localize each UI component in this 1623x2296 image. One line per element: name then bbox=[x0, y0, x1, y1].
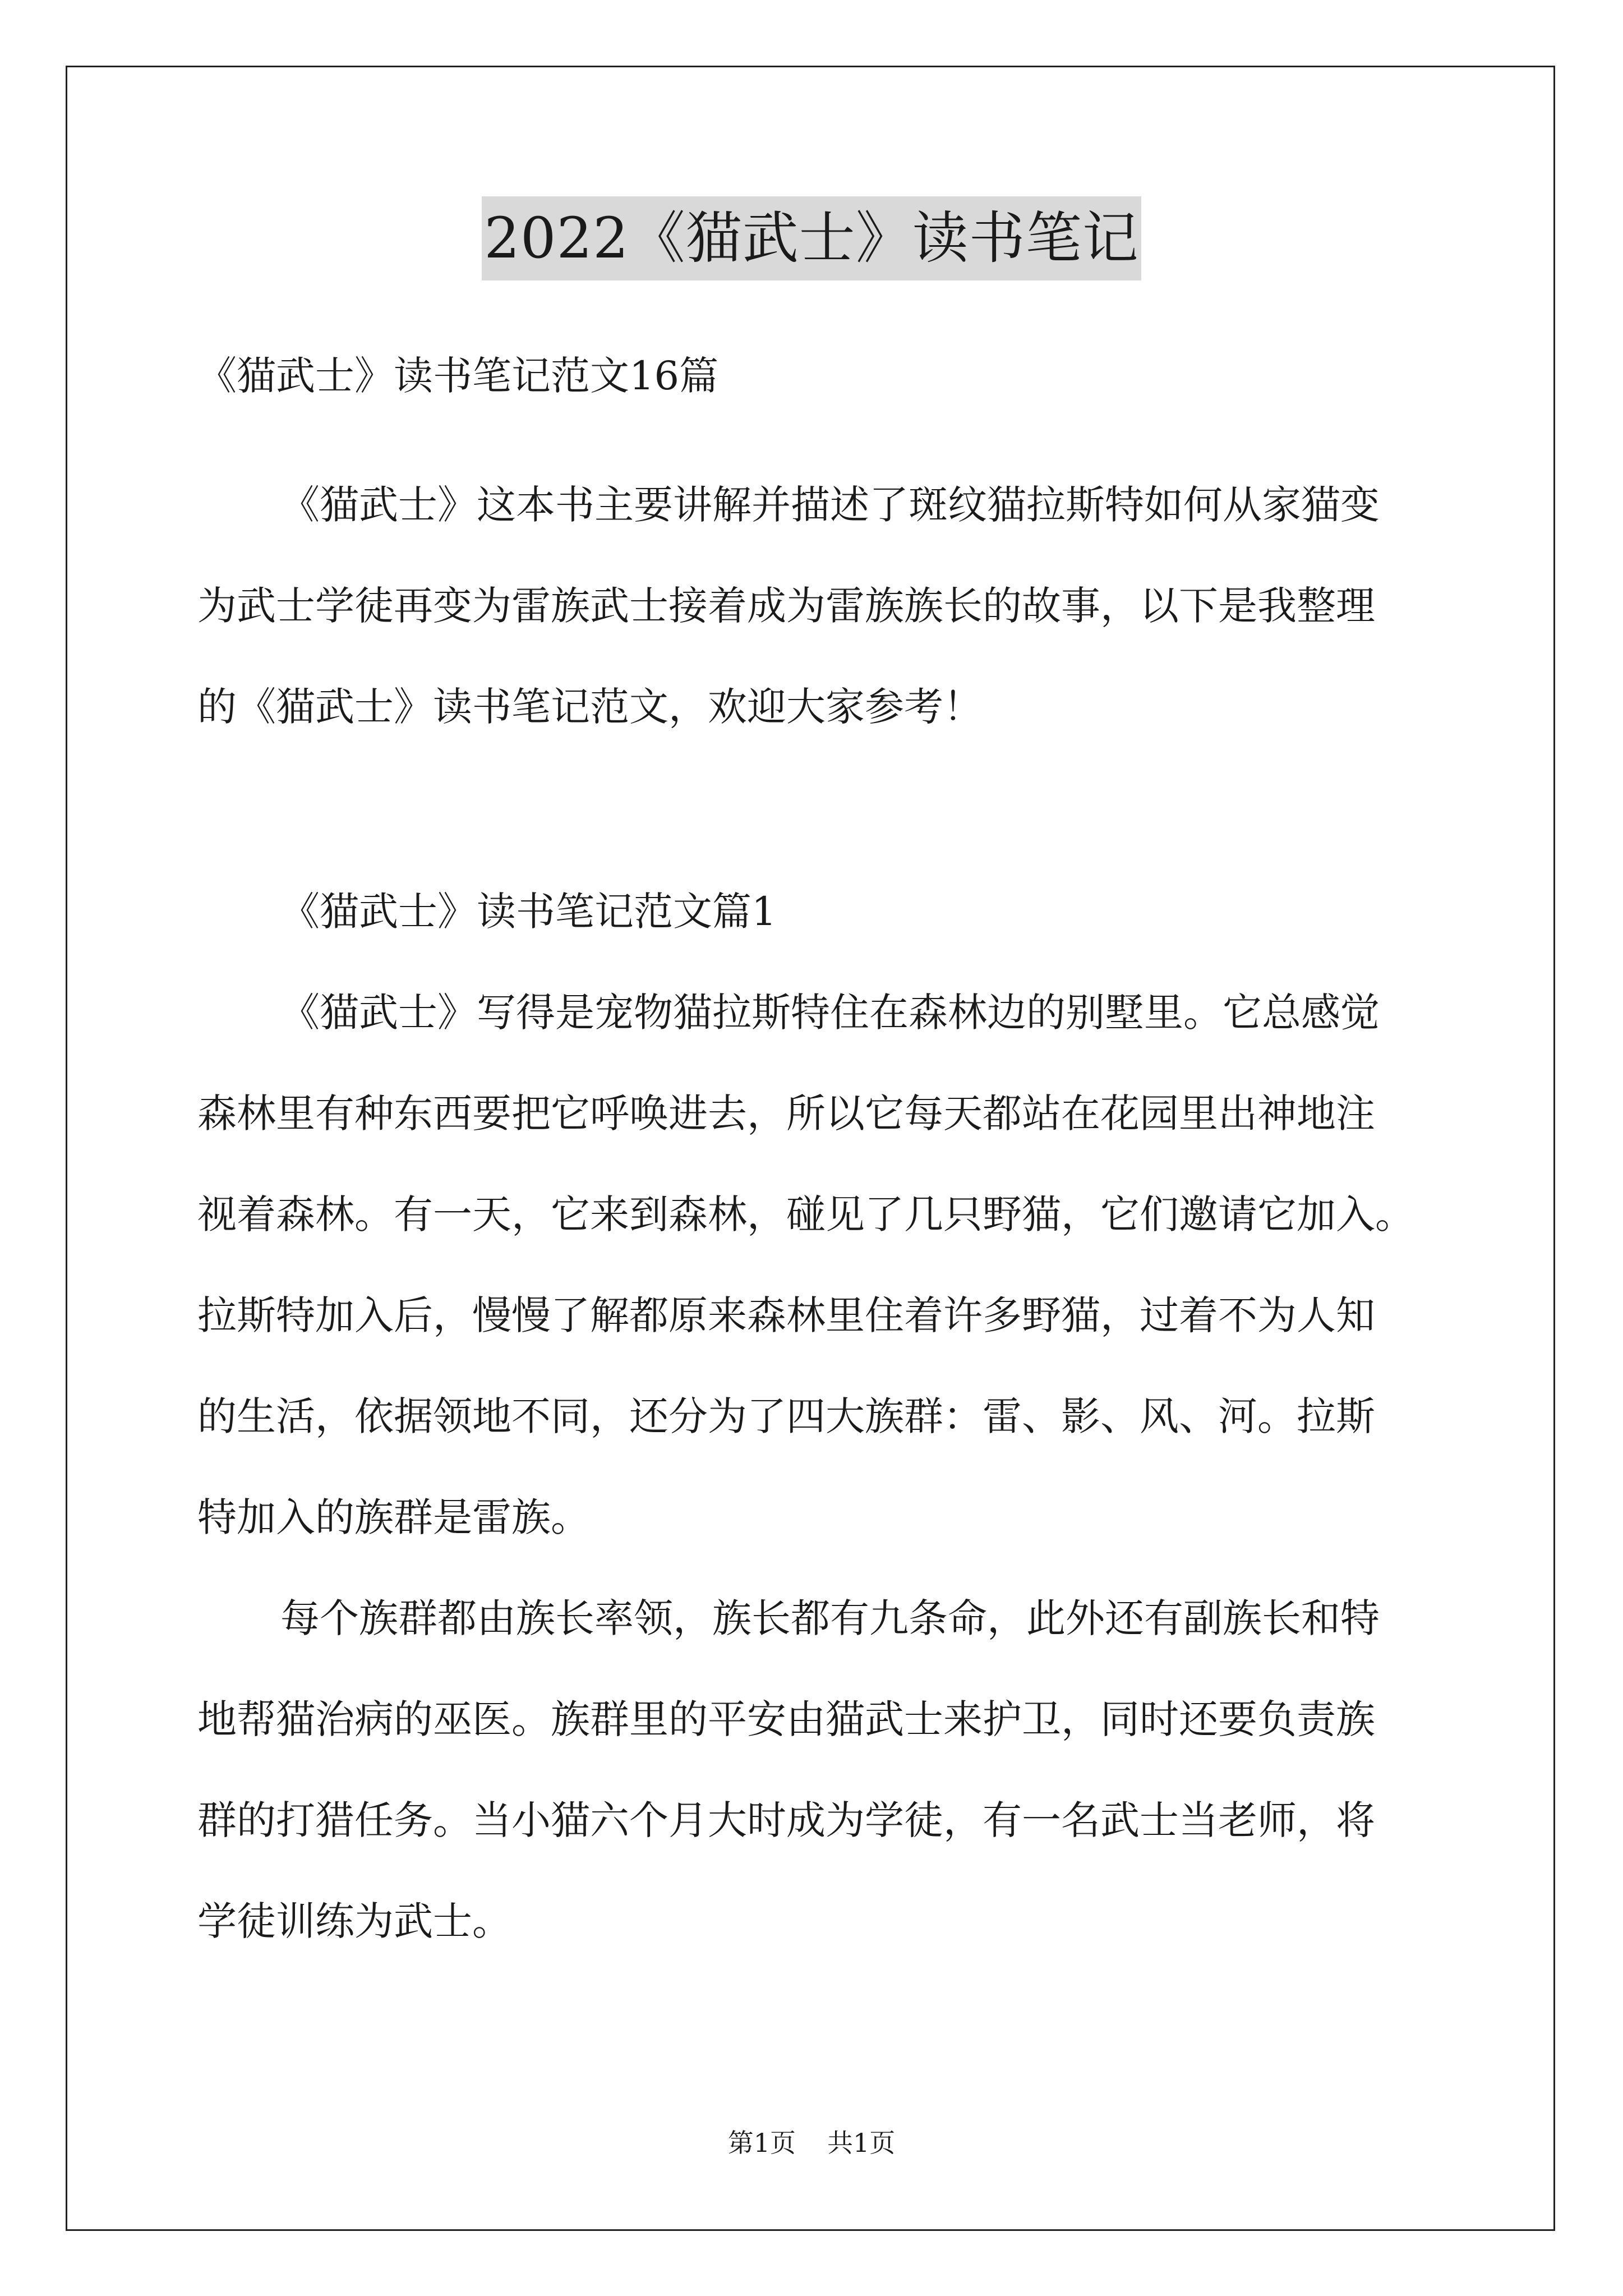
document-title: 2022《猫武士》读书笔记 bbox=[482, 196, 1141, 280]
section-heading-block bbox=[197, 861, 1442, 962]
body-paragraph-1 bbox=[197, 962, 1442, 1972]
intro-paragraph bbox=[197, 454, 1442, 757]
page-footer bbox=[0, 2126, 1623, 2160]
document-subtitle: 《猫武士》读书笔记范文16篇 bbox=[197, 353, 719, 399]
paragraph-line: 的《猫武士》读书笔记范文，欢迎大家参考！ bbox=[197, 684, 983, 730]
paragraph-line: 《猫武士》写得是宠物猫拉斯特住在森林边的别墅里。它总感觉 bbox=[280, 990, 1380, 1036]
paragraph-line: 《猫武士》这本书主要讲解并描述了斑纹猫拉斯特如何从家猫变 bbox=[280, 482, 1380, 528]
paragraph-line: 每个族群都由族长率领，族长都有九条命，此外还有副族长和特 bbox=[280, 1595, 1380, 1641]
paragraph-line: 为武士学徒再变为雷族武士接着成为雷族族长的故事，以下是我整理 bbox=[197, 583, 1375, 629]
paragraph-line: 拉斯特加入后，慢慢了解都原来森林里住着许多野猫，过着不为人知 bbox=[197, 1292, 1375, 1338]
paragraph-line: 地帮猫治病的巫医。族群里的平安由猫武士来护卫，同时还要负责族 bbox=[197, 1696, 1375, 1742]
paragraph-line: 特加入的族群是雷族。 bbox=[197, 1494, 590, 1540]
paragraph-line: 群的打猎任务。当小猫六个月大时成为学徒，有一名武士当老师，将 bbox=[197, 1797, 1375, 1843]
paragraph-line: 视着森林。有一天，它来到森林，碰见了几只野猫，它们邀请它加入。 bbox=[197, 1191, 1414, 1237]
title-wrap bbox=[0, 196, 1623, 280]
section-heading: 《猫武士》读书笔记范文篇1 bbox=[280, 889, 777, 935]
paragraph-line: 森林里有种东西要把它呼唤进去，所以它每天都站在花园里出神地注 bbox=[197, 1091, 1375, 1137]
paragraph-line: 的生活，依据领地不同，还分为了四大族群：雷、影、风、河。拉斯 bbox=[197, 1393, 1375, 1439]
paragraph-line: 学徒训练为武士。 bbox=[197, 1898, 511, 1944]
page-number-current: 第1页 bbox=[727, 2128, 796, 2158]
page-number-total: 共1页 bbox=[827, 2128, 896, 2158]
